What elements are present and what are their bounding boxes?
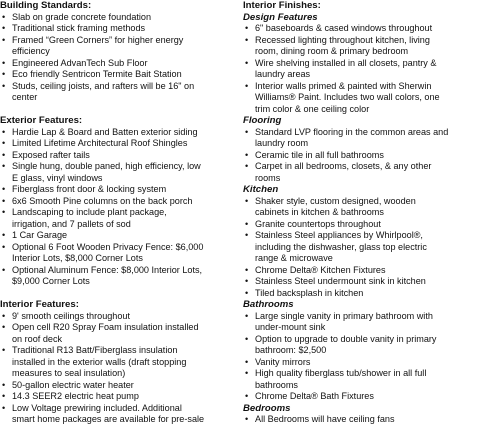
list-item: • Chrome Delta® Bath Fixtures — [243, 391, 478, 403]
list-item: • Hardie Lap & Board and Batten exterior siding — [0, 127, 234, 139]
kitchen-subheading: Kitchen — [243, 184, 279, 195]
list-item: • 1 Car Garage — [0, 230, 234, 242]
bathrooms-list — [243, 311, 478, 403]
list-item: • Framed “Green Corners” for higher energy efficiency — [0, 35, 234, 58]
design-features-subheading: Design Features — [243, 11, 318, 23]
interior-finishes-heading: Interior Finishes: — [243, 0, 321, 11]
list-item: • Eco friendly Sentricon Termite Bait Station — [0, 69, 234, 81]
list-item: • Engineered AdvanTech Sub Floor — [0, 58, 234, 70]
list-item: • Wire shelving installed in all closets, pantry & laundry areas — [243, 58, 478, 81]
list-item: • Traditional R13 Batt/Fiberglass insulation installed in the exterior walls (draft stopping measures to seal insulation) — [0, 345, 234, 380]
interior-features-list — [0, 311, 234, 426]
list-item: • 9' smooth ceilings throughout — [0, 311, 234, 323]
kitchen-list — [243, 196, 478, 300]
right-column — [243, 0, 478, 426]
list-item: • Stainless Steel appliances by Whirlpool®, including the dishwasher, glass top electric range & microwave — [243, 230, 478, 265]
list-item: • Fiberglass front door & locking system — [0, 184, 234, 196]
building-standards-heading: Building Standards: — [0, 0, 92, 11]
list-item: • Studs, ceiling joists, and rafters will be 16" on center — [0, 81, 234, 104]
list-item: • Limited Lifetime Architectural Roof Shingles — [0, 138, 234, 150]
list-item: • 50-gallon electric water heater — [0, 380, 234, 392]
list-item: • 14.3 SEER2 electric heat pump — [0, 391, 234, 403]
list-item: • Large single vanity in primary bathroom with under-mount sink — [243, 311, 478, 334]
list-item: • Standard LVP flooring in the common areas and laundry room — [243, 127, 478, 150]
building-standards-list — [0, 12, 234, 104]
flooring-subheading: Flooring — [243, 115, 282, 126]
list-item: • Interior walls primed & painted with Sherwin Williams® Paint. Includes two wall colors, one trim color & one ceiling color — [243, 81, 478, 116]
list-item: • Optional 6 Foot Wooden Privacy Fence: $6,000 Interior Lots, $8,000 Corner Lots — [0, 242, 234, 265]
list-item: • High quality fiberglass tub/shower in all full bathrooms — [243, 368, 478, 391]
list-item: • 6" baseboards & cased windows throughout — [243, 23, 478, 35]
list-item: • Landscaping to include plant package, irrigation, and 7 pallets of sod — [0, 207, 234, 230]
list-item: • 6x6 Smooth Pine columns on the back porch — [0, 196, 234, 208]
list-item: • Open cell R20 Spray Foam insulation installed on roof deck — [0, 322, 234, 345]
list-item: • Option to upgrade to double vanity in primary bathroom: $2,500 — [243, 334, 478, 357]
section-spacer — [0, 288, 234, 300]
exterior-features-list — [0, 127, 234, 288]
list-item: • Recessed lighting throughout kitchen, living room, dining room & primary bedroom — [243, 35, 478, 58]
list-item: • Ceramic tile in all full bathrooms — [243, 150, 478, 162]
list-item: • Exposed rafter tails — [0, 150, 234, 162]
list-item: • Optional Aluminum Fence: $8,000 Interior Lots, $9,000 Corner Lots — [0, 265, 234, 288]
list-item: • Traditional stick framing methods — [0, 23, 234, 35]
list-item: • Slab on grade concrete foundation — [0, 12, 234, 24]
flooring-list — [243, 127, 478, 185]
list-item: • Shaker style, custom designed, wooden cabinets in kitchen & bathrooms — [243, 196, 478, 219]
list-item: • Single hung, double paned, high efficiency, low E glass, vinyl windows — [0, 161, 234, 184]
design-features-list — [243, 23, 478, 115]
list-item: • Tiled backsplash in kitchen — [243, 288, 478, 300]
list-item: • Vanity mirrors — [243, 357, 478, 369]
list-item: • Granite countertops throughout — [243, 219, 478, 231]
list-item: • All Bedrooms will have ceiling fans — [243, 414, 478, 426]
left-column — [0, 0, 234, 426]
bedrooms-list — [243, 414, 478, 426]
bedrooms-subheading: Bedrooms — [243, 402, 291, 414]
list-item: • Carpet in all bedrooms, closets, & any other rooms — [243, 161, 478, 184]
section-spacer — [0, 104, 234, 116]
list-item: • Chrome Delta® Kitchen Fixtures — [243, 265, 478, 277]
bathrooms-subheading: Bathrooms — [243, 299, 294, 310]
interior-features-heading: Interior Features: — [0, 299, 79, 310]
list-item: • Low Voltage prewiring included. Additional smart home packages are available for pre-sale — [0, 403, 234, 426]
list-item: • Stainless Steel undermount sink in kitchen — [243, 276, 478, 288]
exterior-features-heading: Exterior Features: — [0, 115, 83, 126]
